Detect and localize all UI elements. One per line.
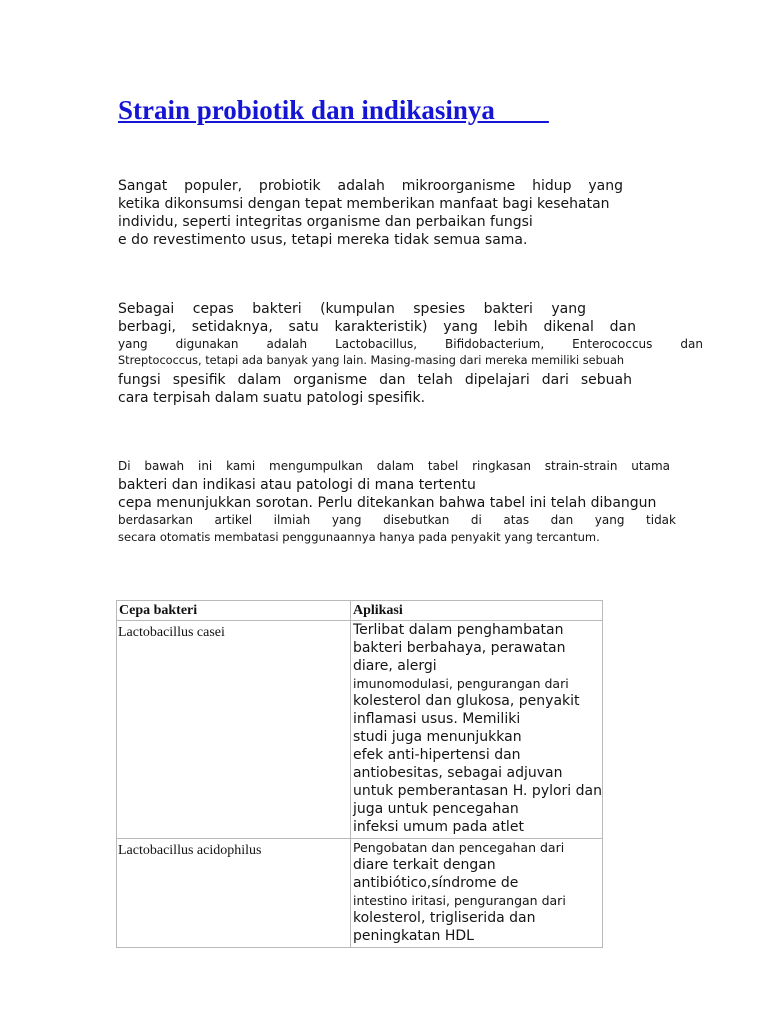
- application-line: diare terkait dengan: [352, 857, 496, 873]
- strain-table: [116, 600, 603, 948]
- paragraph-2-line-6: cara terpisah dalam suatu patologi spesifik.: [118, 390, 426, 406]
- document-title[interactable]: Strain probiotik dan indikasinya: [118, 95, 549, 125]
- paragraph-3-line-2: bakteri dan indikasi atau patologi di mana tertentu: [118, 477, 476, 493]
- application-line: antiobesitas, sebagai adjuvan: [352, 765, 563, 781]
- application-line: imunomodulasi, pengurangan dari: [352, 676, 569, 691]
- application-cell: [350, 621, 602, 839]
- paragraph-3-line-5: secara otomatis membatasi penggunaannya hanya pada penyakit yang tercantum.: [118, 530, 600, 544]
- paragraph-1-line-4: e do revestimento usus, tetapi mereka tidak semua sama.: [118, 232, 528, 248]
- application-line: studi juga menunjukkan: [352, 729, 522, 745]
- strain-cell: [117, 621, 351, 839]
- table-row: [117, 839, 603, 948]
- paragraph-2-line-5: fungsi spesifik dalam organisme dan telah dipelajari dari sebuah: [118, 372, 632, 388]
- application-line: Pengobatan dan pencegahan dari: [352, 840, 565, 855]
- header-cell-strain: [117, 601, 351, 621]
- application-line: peningkatan HDL: [352, 928, 474, 944]
- paragraph-2-line-4: Streptococcus, tetapi ada banyak yang lain. Masing-masing dari mereka memiliki sebuah: [118, 354, 625, 367]
- application-line: antibiótico,síndrome de: [352, 875, 519, 891]
- paragraph-2-line-1: Sebagai cepas bakteri (kumpulan spesies bakteri yang: [118, 301, 586, 317]
- application-line: untuk pemberantasan H. pylori dan: [352, 783, 602, 799]
- application-line: kolesterol dan glukosa, penyakit: [352, 693, 580, 709]
- application-line: diare, alergi: [352, 658, 437, 674]
- header-label-strain: Cepa bakteri: [119, 603, 198, 618]
- application-line: infeksi umum pada atlet: [352, 819, 524, 835]
- paragraph-3-line-4: berdasarkan artikel ilmiah yang disebutkan di atas dan yang tidak: [118, 513, 676, 527]
- paragraph-2-line-3: yang digunakan adalah Lactobacillus, Bifidobacterium, Enterococcus dan: [118, 337, 703, 351]
- header-cell-application: [350, 601, 602, 621]
- application-line: juga untuk pencegahan: [352, 801, 519, 817]
- strain-name: Lactobacillus acidophilus: [118, 843, 262, 858]
- table-row: [117, 621, 603, 839]
- paragraph-1-line-2: ketika dikonsumsi dengan tepat memberikan manfaat bagi kesehatan: [118, 196, 610, 212]
- paragraph-1-line-1: Sangat populer, probiotik adalah mikroorganisme hidup yang: [118, 178, 623, 194]
- strain-name: Lactobacillus casei: [118, 625, 225, 640]
- application-line: efek anti-hipertensi dan: [352, 747, 521, 763]
- paragraph-1-line-3: individu, seperti integritas organisme dan perbaikan fungsi: [118, 214, 533, 230]
- application-line: kolesterol, trigliserida dan: [352, 910, 536, 926]
- application-line: Terlibat dalam penghambatan: [352, 622, 564, 638]
- paragraph-3-line-3: cepa menunjukkan sorotan. Perlu ditekankan bahwa tabel ini telah dibangun: [118, 495, 657, 511]
- application-line: bakteri berbahaya, perawatan: [352, 640, 566, 656]
- application-line: inflamasi usus. Memiliki: [352, 711, 521, 727]
- table-header-row: [117, 601, 603, 621]
- application-cell: [350, 839, 602, 948]
- strain-cell: [117, 839, 351, 948]
- paragraph-2-line-2: berbagi, setidaknya, satu karakteristik) yang lebih dikenal dan: [118, 319, 636, 335]
- application-line: intestino iritasi, pengurangan dari: [352, 893, 566, 908]
- header-label-application: Aplikasi: [352, 603, 403, 618]
- paragraph-3-line-1: Di bawah ini kami mengumpulkan dalam tabel ringkasan strain-strain utama: [118, 459, 670, 473]
